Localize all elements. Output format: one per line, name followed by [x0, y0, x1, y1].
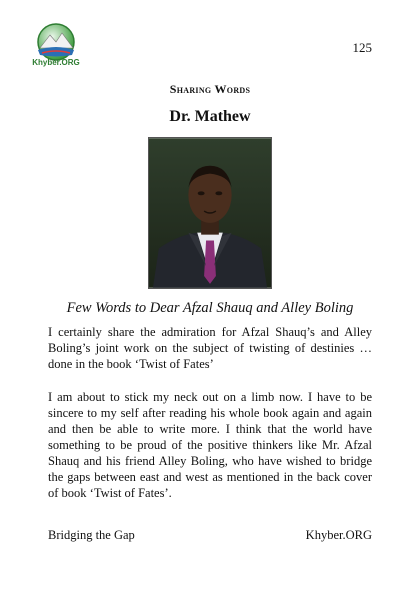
footer-book-title: Bridging the Gap [48, 528, 135, 542]
article-subtitle: Few Words to Dear Afzal Shauq and Alley Boling [66, 300, 354, 316]
footer-site: Khyber.ORG [305, 528, 372, 542]
author-portrait [148, 137, 272, 289]
logo-text: Khyber.ORG [32, 58, 80, 67]
paragraph-2: I am about to stick my neck out on a limb now. I have to be sincere to my self after reading his whole book again and again and then be able to write more. I think that the world have something to be proud of the positive thinkers like Mr. Afzal Shauq and his friend Alley Boling, who have wished to bridge the gaps between east and west as mentioned in the back cover of book ‘Twist of Fates’. [48, 390, 372, 500]
paragraph-1: I certainly share the admiration for Afzal Shauq’s and Alley Boling’s joint work on the subject of twisting of destinies … done in the book ‘Twist of Fates’ [48, 325, 372, 371]
section-title: Sharing Words [169, 82, 251, 96]
page-number: 125 [352, 40, 372, 55]
author-name: Dr. Mathew [169, 108, 251, 125]
